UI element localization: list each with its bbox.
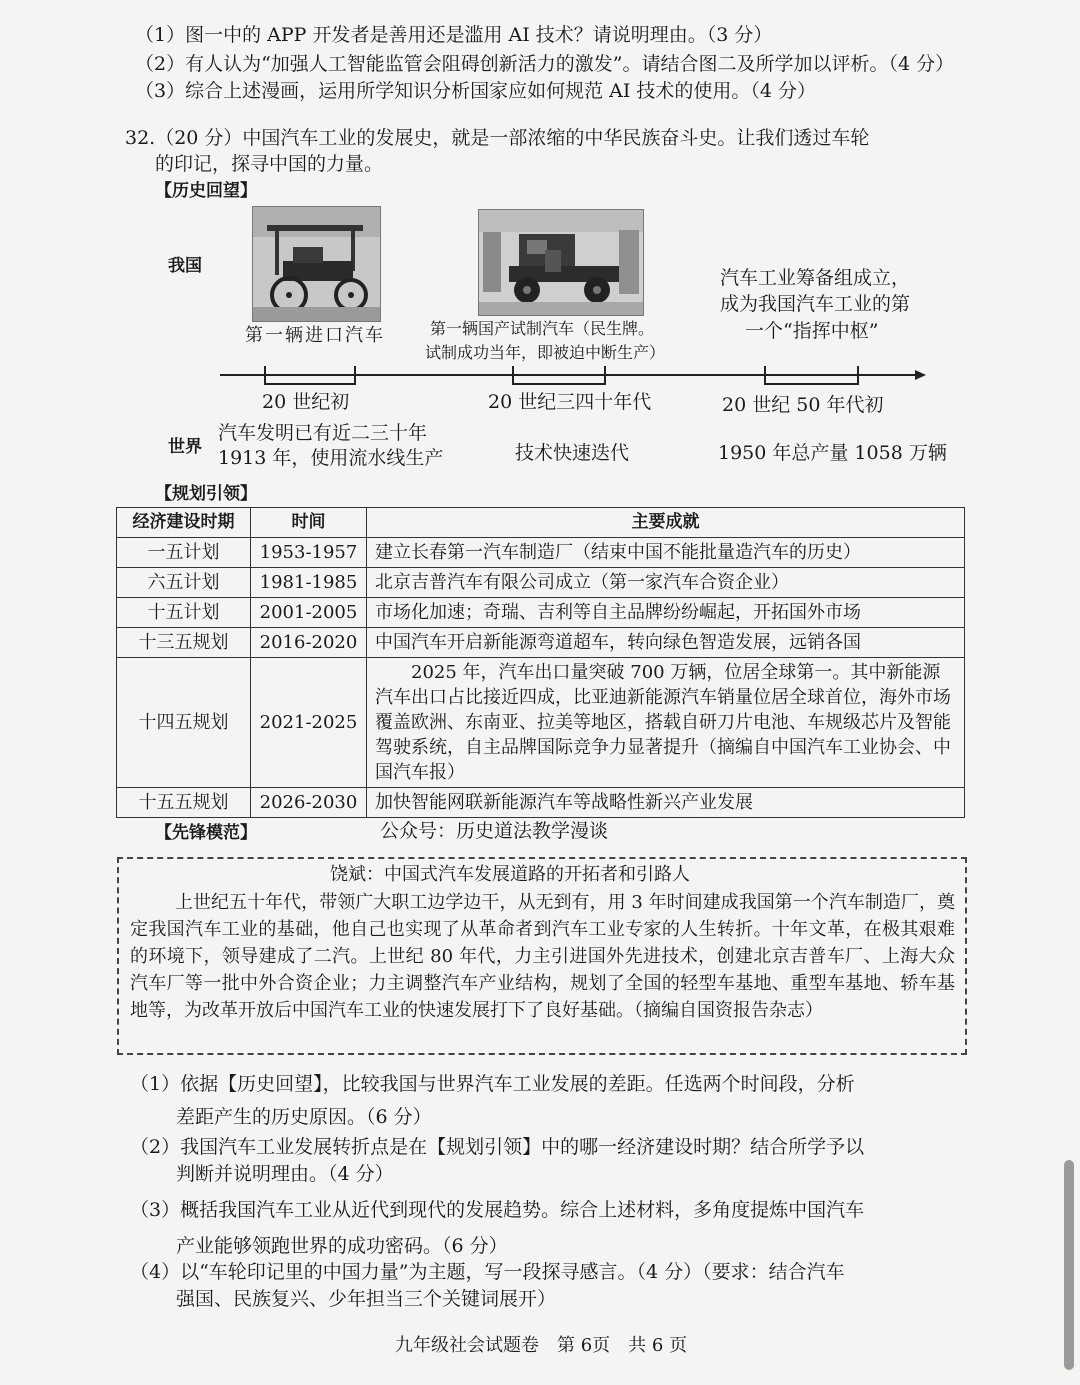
cell-achievement: 北京吉普汽车有限公司成立（第一家汽车合资企业） bbox=[367, 568, 965, 598]
cell-achievement: 2025 年，汽车出口量突破 700 万辆，位居全球第一。其中新能源汽车出口占比接近四成，比亚迪新能源汽车销量位居全球首位，海外市场覆盖欧洲、东南亚、拉美等地区，搭载自研刀片电池、车规级芯片及智能驾驶系统，自主品牌国际竞争力显著提升（摘编自中国汽车工业协会、中国汽车报） bbox=[367, 658, 965, 788]
q32-intro-line1: 32.（20 分）中国汽车工业的发展史，就是一部浓缩的中华民族奋斗史。让我们透过车轮 bbox=[125, 127, 870, 149]
section-plan-heading: 【规划引领】 bbox=[155, 484, 257, 504]
timeline-label-2: 20 世纪三四十年代 bbox=[488, 391, 652, 413]
q32-intro-line2: 的印记，探寻中国的力量。 bbox=[155, 153, 384, 175]
first-imported-car-photo bbox=[252, 206, 381, 322]
world-item3: 1950 年总产量 1058 万辆 bbox=[718, 442, 947, 464]
cell-time: 2026-2030 bbox=[251, 788, 367, 818]
table-row bbox=[117, 788, 965, 818]
subq2-line1: （2）我国汽车工业发展转折点是在【规划引领】中的哪一经济建设时期？结合所学予以 bbox=[130, 1136, 865, 1158]
subq1-line1: （1）依据【历史回望】，比较我国与世界汽车工业发展的差距。任选两个时间段，分析 bbox=[130, 1073, 855, 1095]
world-item1-line1: 汽车发明已有近二三十年 bbox=[218, 422, 428, 444]
timeline-label-1: 20 世纪初 bbox=[262, 391, 350, 413]
table-row bbox=[117, 538, 965, 568]
header-period: 经济建设时期 bbox=[117, 508, 251, 538]
section-history-heading: 【历史回望】 bbox=[155, 181, 257, 201]
question-31-3: （3）综合上述漫画，运用所学知识分析国家应如何规范 AI 技术的使用。（4 分） bbox=[135, 80, 817, 102]
table-row bbox=[117, 628, 965, 658]
china-1950s-line2: 成为我国汽车工业的第 bbox=[720, 293, 911, 315]
cell-achievement: 建立长春第一汽车制造厂（结束中国不能批量造汽车的历史） bbox=[367, 538, 965, 568]
world-item2: 技术快速迭代 bbox=[515, 442, 630, 464]
first-domestic-car-photo bbox=[478, 209, 644, 316]
label-world: 世界 bbox=[168, 437, 202, 457]
cell-period: 十五计划 bbox=[117, 598, 251, 628]
scrollbar-thumb[interactable] bbox=[1064, 1160, 1074, 1370]
cell-time: 2001-2005 bbox=[251, 598, 367, 628]
cell-achievement: 中国汽车开启新能源弯道超车，转向绿色智造发展，远销各国 bbox=[367, 628, 965, 658]
cell-period: 十三五规划 bbox=[117, 628, 251, 658]
cell-time: 2021-2025 bbox=[251, 658, 367, 788]
cell-period: 一五计划 bbox=[117, 538, 251, 568]
label-china: 我国 bbox=[168, 256, 202, 276]
subq2-line2: 判断并说明理由。（4 分） bbox=[176, 1163, 394, 1185]
table-header-row bbox=[117, 508, 965, 538]
cell-time: 1953-1957 bbox=[251, 538, 367, 568]
cell-time: 1981-1985 bbox=[251, 568, 367, 598]
timeline-axis bbox=[210, 356, 930, 392]
photo2-caption-line2: 试制成功当年，即被迫中断生产） bbox=[425, 343, 666, 362]
subq3-line1: （3）概括我国汽车工业从近代到现代的发展趋势。综合上述材料，多角度提炼中国汽车 bbox=[130, 1199, 865, 1221]
table-row bbox=[117, 568, 965, 598]
watermark-text: 公众号：历史道法教学漫谈 bbox=[380, 820, 609, 842]
world-item1-line2: 1913 年，使用流水线生产 bbox=[218, 447, 444, 469]
cell-time: 2016-2020 bbox=[251, 628, 367, 658]
photo1-caption: 第一辆进口汽车 bbox=[245, 325, 385, 346]
subq4-line2: 强国、民族复兴、少年担当三个关键词展开） bbox=[176, 1288, 557, 1310]
cell-period: 十四五规划 bbox=[117, 658, 251, 788]
subq3-line2: 产业能够领跑世界的成功密码。（6 分） bbox=[176, 1235, 508, 1257]
question-31-1: （1）图一中的 APP 开发者是善用还是滥用 AI 技术？请说明理由。（3 分） bbox=[135, 24, 773, 46]
subq1-line2: 差距产生的历史原因。（6 分） bbox=[176, 1106, 432, 1128]
pioneer-text: 上世纪五十年代，带领广大职工边学边干，从无到有，用 3 年时间建成我国第一个汽车制造厂，奠定我国汽车工业的基础，他自己也实现了从革命者到汽车工业专家的人生转折。十年文革，在极其艰难的环境下，领导建成了二汽。上世纪 80 年代，力主引进国外先进技术，创建北京吉普车厂、上海大众汽车厂等一批中外合资企业；力主调整汽车产业结构，规划了全国的轻型车基地、重型车基地、轿车基地等，为改革开放后中国汽车工业的快速发展打下了良好基础。（摘编自国资报告杂志） bbox=[130, 892, 955, 1021]
table-row bbox=[117, 598, 965, 628]
subq4-line1: （4）以“车轮印记里的中国力量”为主题，写一段探寻感言。（4 分）（要求：结合汽车 bbox=[130, 1261, 845, 1283]
page-footer: 九年级社会试题卷 第 6页 共 6 页 bbox=[395, 1335, 688, 1356]
header-achievement: 主要成就 bbox=[367, 508, 965, 538]
plan-table bbox=[116, 507, 965, 818]
question-31-2: （2）有人认为“加强人工智能监管会阻碍创新活力的激发”。请结合图二及所学加以评析。（4 分） bbox=[135, 53, 955, 75]
pioneer-title: 饶斌：中国式汽车发展道路的开拓者和引路人 bbox=[330, 864, 690, 885]
header-time: 时间 bbox=[251, 508, 367, 538]
cell-achievement: 加快智能网联新能源汽车等战略性新兴产业发展 bbox=[367, 788, 965, 818]
cell-achievement: 市场化加速；奇瑞、吉利等自主品牌纷纷崛起，开拓国外市场 bbox=[367, 598, 965, 628]
table-row bbox=[117, 658, 965, 788]
section-pioneer-heading: 【先锋模范】 bbox=[155, 823, 257, 843]
china-1950s-line3: 一个“指挥中枢” bbox=[745, 320, 879, 342]
photo2-caption-line1: 第一辆国产试制汽车（民生牌。 bbox=[430, 319, 655, 338]
timeline-label-3: 20 世纪 50 年代初 bbox=[722, 394, 884, 416]
cell-period: 六五计划 bbox=[117, 568, 251, 598]
cell-period: 十五五规划 bbox=[117, 788, 251, 818]
china-1950s-line1: 汽车工业筹备组成立， bbox=[720, 267, 911, 289]
